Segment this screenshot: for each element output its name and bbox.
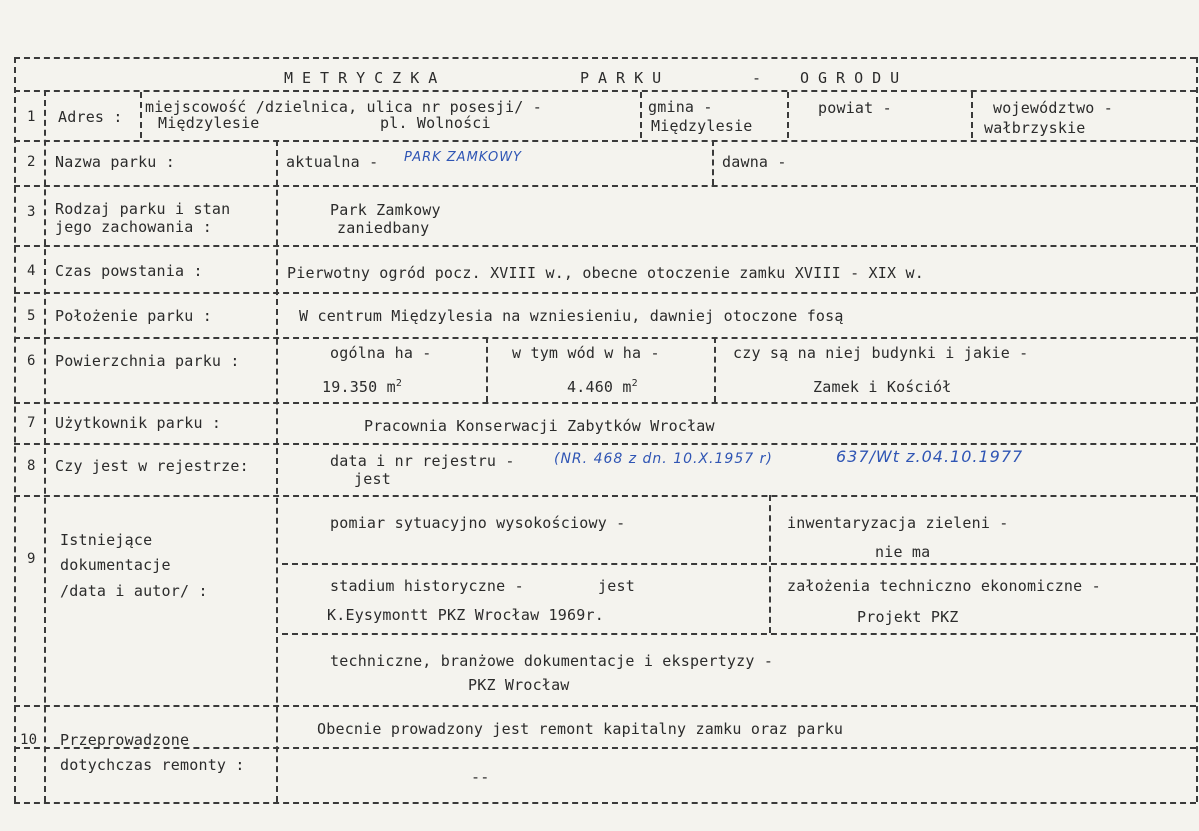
docs-col-line [769, 495, 771, 633]
label-address: Adres : [58, 108, 123, 126]
label-renovations: dotychczas remonty : [60, 756, 245, 774]
border-top [14, 57, 1196, 59]
row-number: 3 [27, 204, 36, 220]
address-locality-header: miejscowość /dzielnica, ulica nr posesji/ - [145, 98, 542, 116]
registry-handwritten-2: 637/Wt z.04.10.1977 [836, 447, 1024, 466]
renovations-inner-separator [14, 747, 1196, 749]
label-documents: dokumentacje [60, 556, 171, 574]
park-type-line2: zaniedbany [337, 219, 430, 237]
registry-handwritten-1: (NR. 468 z dn. 10.X.1957 r) [554, 451, 773, 467]
label-area: Powierzchnia parku : [55, 352, 240, 370]
label-column-line [276, 140, 278, 802]
border-bottom [14, 802, 1196, 804]
park-type-line1: Park Zamkowy [330, 201, 441, 219]
row-number: 9 [27, 551, 36, 567]
address-col-line [787, 92, 789, 138]
techeco-label: założenia techniczno ekonomiczne - [787, 577, 1101, 595]
label-location: Położenie parku : [55, 307, 212, 325]
title-dash: - [752, 69, 762, 87]
gmina-value: Międzylesie [651, 117, 753, 135]
area-total-value: 19.350 $m^2$ [322, 378, 403, 396]
label-user: Użytkownik parku : [55, 414, 222, 432]
row-number: 10 [20, 732, 38, 748]
area-col-line [714, 337, 716, 402]
label-park-name: Nazwa parku : [55, 153, 175, 171]
label-documents: Istniejące [60, 531, 153, 549]
technical-docs-value: PKZ Wrocław [468, 676, 570, 694]
row-separator [14, 705, 1196, 707]
area-buildings-label: czy są na niej budynki i jakie - [733, 344, 1029, 362]
label-renovations: Przeprowadzone [60, 731, 190, 749]
renovations-value: Obecnie prowadzony jest remont kapitalny zamku oraz parku [317, 720, 844, 738]
row-separator [14, 495, 1196, 497]
historical-author: K.Eysymontt PKZ Wrocław 1969r. [327, 606, 604, 624]
border-right [1196, 57, 1198, 802]
technical-docs-label: techniczne, branżowe dokumentacje i ekspertyzy - [330, 652, 774, 670]
row-number: 6 [27, 353, 36, 369]
historical-label: stadium historyczne - [330, 577, 524, 595]
label-origin-time: Czas powstania : [55, 262, 203, 280]
row-number: 8 [27, 458, 36, 474]
address-col-line [640, 92, 642, 138]
row-separator [14, 402, 1196, 404]
name-col-line [712, 140, 714, 185]
greenery-value: nie ma [875, 543, 931, 561]
address-col-line [140, 92, 142, 138]
registry-status: jest [354, 470, 391, 488]
renovations-dash: -- [471, 768, 490, 786]
address-locality-value: Międzylesie [158, 114, 260, 132]
row-number: 1 [27, 109, 36, 125]
address-street-value: pl. Wolności [380, 114, 491, 132]
docs-inner-separator [282, 563, 1196, 565]
border-left [14, 57, 16, 802]
row-separator [14, 292, 1196, 294]
address-col-line [971, 92, 973, 138]
location-value: W centrum Międzylesia na wzniesieniu, dawniej otoczone fosą [299, 307, 844, 325]
label-documents: /data i autor/ : [60, 582, 208, 600]
number-column-line [44, 90, 46, 802]
row-number: 5 [27, 308, 36, 324]
area-water-value: 4.460 $m^2$ [567, 378, 638, 396]
name-current-label: aktualna - [286, 153, 379, 171]
row-separator [14, 245, 1196, 247]
origin-value: Pierwotny ogród pocz. XVIII w., obecne otoczenie zamku XVIII - XIX w. [287, 264, 924, 282]
title-word-3: OGRODU [800, 69, 909, 87]
row-separator [14, 140, 1196, 142]
label-park-type: Rodzaj parku i stan [55, 200, 231, 218]
name-current-value: PARK ZAMKOWY [404, 150, 522, 165]
docs-inner-separator [282, 633, 1196, 635]
title-separator [14, 90, 1196, 92]
powiat-header: powiat - [818, 99, 892, 117]
row-separator [14, 337, 1196, 339]
area-buildings-value: Zamek i Kościół [813, 378, 952, 396]
greenery-label: inwentaryzacja zieleni - [787, 514, 1009, 532]
label-park-type: jego zachowania : [55, 218, 212, 236]
wojewodztwo-header: województwo - [993, 99, 1113, 117]
row-number: 4 [27, 263, 36, 279]
title-word-1: METRYCZKA [284, 69, 447, 87]
historical-value: jest [598, 577, 635, 595]
row-separator [14, 185, 1196, 187]
park-user-value: Pracownia Konserwacji Zabytków Wrocław [364, 417, 715, 435]
techeco-value: Projekt PKZ [857, 608, 959, 626]
name-former-label: dawna - [722, 153, 787, 171]
label-registry: Czy jest w rejestrze: [55, 457, 249, 475]
row-number: 2 [27, 154, 36, 170]
registry-label: data i nr rejestru - [330, 452, 515, 470]
title-word-2: PARKU [580, 69, 671, 87]
row-separator [14, 443, 1196, 445]
gmina-header: gmina - [648, 98, 713, 116]
area-total-label: ogólna ha - [330, 344, 432, 362]
wojewodztwo-value: wałbrzyskie [984, 119, 1086, 137]
survey-label: pomiar sytuacyjno wysokościowy - [330, 514, 626, 532]
area-col-line [486, 337, 488, 402]
area-water-label: w tym wód w ha - [512, 344, 660, 362]
row-number: 7 [27, 415, 36, 431]
